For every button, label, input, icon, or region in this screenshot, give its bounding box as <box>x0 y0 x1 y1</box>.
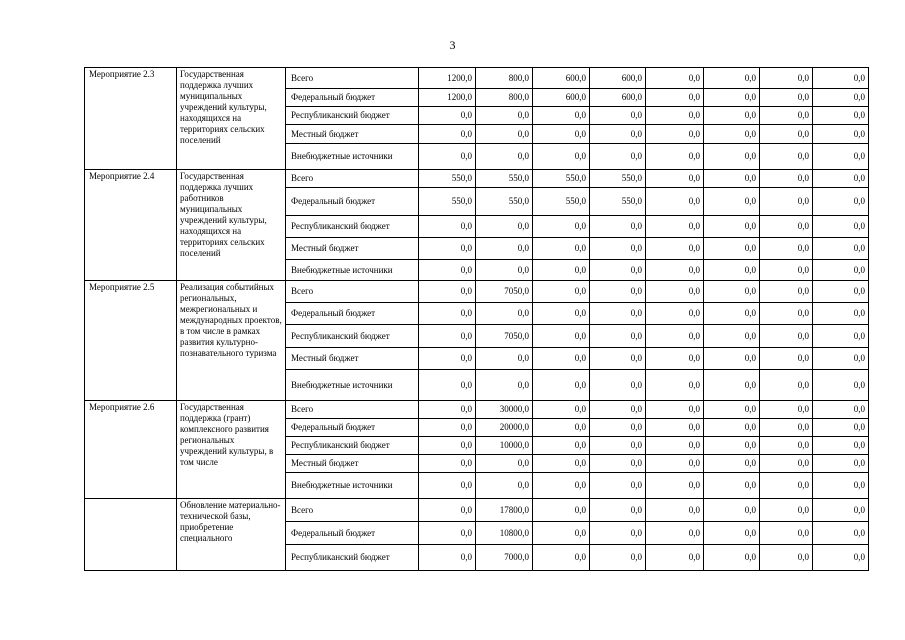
amount-cell: 0,0 <box>419 401 476 419</box>
amount-cell: 0,0 <box>704 144 760 170</box>
amount-cell: 0,0 <box>813 473 869 499</box>
amount-cell: 800,0 <box>476 89 533 107</box>
amount-cell: 0,0 <box>813 260 869 281</box>
measure-description: Государственная поддержка (грант) комплексного развития региональных учреждений культуры, в том числе <box>180 402 274 467</box>
amount-cell: 0,0 <box>813 238 869 260</box>
table-row <box>85 401 869 419</box>
amount-cell: 0,0 <box>760 144 813 170</box>
amount-cell: 0,0 <box>476 260 533 281</box>
amount-cell: 0,0 <box>813 303 869 325</box>
amount-cell: 0,0 <box>813 89 869 107</box>
amount-cell: 0,0 <box>533 473 590 499</box>
amount-cell: 0,0 <box>704 401 760 419</box>
amount-cell: 0,0 <box>646 238 704 260</box>
funding-source: Внебюджетные источники <box>286 144 419 170</box>
amount-cell: 0,0 <box>533 401 590 419</box>
amount-cell: 0,0 <box>419 522 476 545</box>
funding-source: Внебюджетные источники <box>286 370 419 401</box>
amount-cell: 800,0 <box>476 68 533 89</box>
amount-cell: 0,0 <box>419 419 476 437</box>
funding-source: Республиканский бюджет <box>286 437 419 455</box>
amount-cell: 0,0 <box>533 216 590 238</box>
amount-cell: 0,0 <box>704 107 760 125</box>
funding-source: Местный бюджет <box>286 125 419 144</box>
amount-cell: 0,0 <box>533 419 590 437</box>
amount-cell: 550,0 <box>533 170 590 188</box>
amount-cell: 0,0 <box>760 455 813 473</box>
amount-cell: 0,0 <box>646 473 704 499</box>
amount-cell: 0,0 <box>704 170 760 188</box>
amount-cell: 0,0 <box>419 216 476 238</box>
amount-cell: 0,0 <box>419 325 476 348</box>
amount-cell: 0,0 <box>419 499 476 522</box>
amount-cell: 30000,0 <box>476 401 533 419</box>
amount-cell: 0,0 <box>533 281 590 303</box>
amount-cell: 0,0 <box>476 473 533 499</box>
measure-description: Реализация событийных региональных, межрегиональных и международных проектов, в том числе в рамках развития культурно-познавательного туризма <box>180 282 282 358</box>
amount-cell: 1200,0 <box>419 68 476 89</box>
table-row <box>85 281 869 303</box>
funding-source: Федеральный бюджет <box>286 303 419 325</box>
amount-cell: 0,0 <box>646 370 704 401</box>
amount-cell: 0,0 <box>590 545 646 571</box>
amount-cell: 0,0 <box>590 419 646 437</box>
measure-description-cell <box>177 170 286 281</box>
funding-source: Республиканский бюджет <box>286 216 419 238</box>
table-row <box>85 499 869 522</box>
funding-source: Федеральный бюджет <box>286 522 419 545</box>
amount-cell: 0,0 <box>646 216 704 238</box>
amount-cell: 0,0 <box>533 348 590 370</box>
amount-cell: 550,0 <box>419 188 476 216</box>
amount-cell: 550,0 <box>476 170 533 188</box>
amount-cell: 0,0 <box>590 401 646 419</box>
amount-cell: 0,0 <box>760 545 813 571</box>
amount-cell: 0,0 <box>590 370 646 401</box>
amount-cell: 0,0 <box>704 188 760 216</box>
measure-description-cell <box>177 401 286 499</box>
amount-cell: 0,0 <box>590 499 646 522</box>
measure-description: Государственная поддержка лучших муниципальных учреждений культуры, находящихся на территориях сельских поселений <box>180 69 267 145</box>
amount-cell: 0,0 <box>533 499 590 522</box>
amount-cell: 0,0 <box>590 107 646 125</box>
amount-cell: 0,0 <box>760 68 813 89</box>
funding-source: Местный бюджет <box>286 238 419 260</box>
amount-cell: 0,0 <box>813 68 869 89</box>
amount-cell: 0,0 <box>760 437 813 455</box>
measure-description-cell <box>177 68 286 170</box>
amount-cell: 0,0 <box>419 473 476 499</box>
amount-cell: 0,0 <box>760 89 813 107</box>
amount-cell: 0,0 <box>813 348 869 370</box>
amount-cell: 0,0 <box>419 281 476 303</box>
amount-cell: 0,0 <box>813 216 869 238</box>
amount-cell: 0,0 <box>419 303 476 325</box>
amount-cell: 0,0 <box>760 125 813 144</box>
funding-source: Всего <box>286 401 419 419</box>
amount-cell: 0,0 <box>533 125 590 144</box>
amount-cell: 0,0 <box>533 260 590 281</box>
amount-cell: 0,0 <box>476 107 533 125</box>
amount-cell: 0,0 <box>476 348 533 370</box>
amount-cell: 0,0 <box>704 499 760 522</box>
funding-source: Республиканский бюджет <box>286 325 419 348</box>
amount-cell: 0,0 <box>476 216 533 238</box>
amount-cell: 0,0 <box>590 144 646 170</box>
amount-cell: 0,0 <box>813 401 869 419</box>
amount-cell: 0,0 <box>533 303 590 325</box>
funding-source: Всего <box>286 68 419 89</box>
amount-cell: 1200,0 <box>419 89 476 107</box>
amount-cell: 0,0 <box>760 188 813 216</box>
amount-cell: 0,0 <box>419 107 476 125</box>
amount-cell: 0,0 <box>760 170 813 188</box>
amount-cell: 0,0 <box>590 216 646 238</box>
funding-source: Республиканский бюджет <box>286 107 419 125</box>
amount-cell: 0,0 <box>533 437 590 455</box>
amount-cell: 0,0 <box>760 238 813 260</box>
amount-cell: 0,0 <box>760 473 813 499</box>
amount-cell: 0,0 <box>704 281 760 303</box>
measure-label: Мероприятие 2.5 <box>85 281 177 401</box>
amount-cell: 0,0 <box>476 144 533 170</box>
measure-description: Государственная поддержка лучших работников муниципальных учреждений культуры, находящихся на территориях сельских поселений <box>180 171 267 258</box>
amount-cell: 0,0 <box>813 325 869 348</box>
amount-cell: 0,0 <box>646 144 704 170</box>
amount-cell: 10800,0 <box>476 522 533 545</box>
amount-cell: 0,0 <box>646 437 704 455</box>
amount-cell: 0,0 <box>760 419 813 437</box>
table-row <box>85 170 869 188</box>
amount-cell: 0,0 <box>760 499 813 522</box>
measure-label: Мероприятие 2.6 <box>85 401 177 499</box>
amount-cell: 0,0 <box>813 419 869 437</box>
amount-cell: 0,0 <box>704 238 760 260</box>
amount-cell: 0,0 <box>646 125 704 144</box>
amount-cell: 0,0 <box>419 437 476 455</box>
amount-cell: 0,0 <box>646 545 704 571</box>
amount-cell: 600,0 <box>590 68 646 89</box>
amount-cell: 20000,0 <box>476 419 533 437</box>
table-row <box>85 68 869 89</box>
funding-source: Федеральный бюджет <box>286 188 419 216</box>
amount-cell: 10000,0 <box>476 437 533 455</box>
page-number: 3 <box>449 38 456 52</box>
measure-description-cell <box>177 281 286 401</box>
amount-cell: 0,0 <box>646 499 704 522</box>
amount-cell: 600,0 <box>590 89 646 107</box>
amount-cell: 0,0 <box>533 545 590 571</box>
amount-cell: 0,0 <box>419 125 476 144</box>
amount-cell: 0,0 <box>813 522 869 545</box>
amount-cell: 0,0 <box>813 545 869 571</box>
amount-cell: 0,0 <box>704 370 760 401</box>
amount-cell: 0,0 <box>590 522 646 545</box>
amount-cell: 0,0 <box>760 281 813 303</box>
measure-label: Мероприятие 2.4 <box>85 170 177 281</box>
amount-cell: 0,0 <box>419 370 476 401</box>
budget-table <box>84 67 869 571</box>
amount-cell: 0,0 <box>590 455 646 473</box>
amount-cell: 0,0 <box>646 281 704 303</box>
amount-cell: 0,0 <box>590 348 646 370</box>
amount-cell: 0,0 <box>760 325 813 348</box>
amount-cell: 0,0 <box>533 107 590 125</box>
amount-cell: 0,0 <box>704 260 760 281</box>
amount-cell: 0,0 <box>590 473 646 499</box>
table-body <box>85 68 869 571</box>
amount-cell: 0,0 <box>704 545 760 571</box>
amount-cell: 0,0 <box>646 89 704 107</box>
amount-cell: 0,0 <box>646 68 704 89</box>
amount-cell: 0,0 <box>590 303 646 325</box>
measure-description-cell <box>177 499 286 571</box>
amount-cell: 0,0 <box>704 89 760 107</box>
amount-cell: 600,0 <box>533 89 590 107</box>
amount-cell: 550,0 <box>533 188 590 216</box>
amount-cell: 7050,0 <box>476 325 533 348</box>
funding-source: Федеральный бюджет <box>286 419 419 437</box>
amount-cell: 0,0 <box>704 303 760 325</box>
amount-cell: 0,0 <box>646 107 704 125</box>
amount-cell: 0,0 <box>590 238 646 260</box>
amount-cell: 0,0 <box>646 325 704 348</box>
amount-cell: 0,0 <box>646 188 704 216</box>
amount-cell: 0,0 <box>476 125 533 144</box>
funding-source: Внебюджетные источники <box>286 473 419 499</box>
amount-cell: 600,0 <box>533 68 590 89</box>
amount-cell: 0,0 <box>760 216 813 238</box>
amount-cell: 0,0 <box>813 125 869 144</box>
amount-cell: 0,0 <box>704 473 760 499</box>
amount-cell: 0,0 <box>590 281 646 303</box>
measure-label: Мероприятие 2.3 <box>85 68 177 170</box>
amount-cell: 0,0 <box>476 455 533 473</box>
amount-cell: 550,0 <box>590 188 646 216</box>
amount-cell: 0,0 <box>419 348 476 370</box>
amount-cell: 0,0 <box>646 348 704 370</box>
amount-cell: 0,0 <box>646 170 704 188</box>
amount-cell: 17800,0 <box>476 499 533 522</box>
amount-cell: 0,0 <box>704 437 760 455</box>
amount-cell: 0,0 <box>419 545 476 571</box>
amount-cell: 0,0 <box>760 260 813 281</box>
amount-cell: 0,0 <box>704 216 760 238</box>
amount-cell: 0,0 <box>590 260 646 281</box>
amount-cell: 0,0 <box>646 401 704 419</box>
amount-cell: 0,0 <box>813 455 869 473</box>
funding-source: Всего <box>286 499 419 522</box>
funding-source: Местный бюджет <box>286 455 419 473</box>
amount-cell: 550,0 <box>590 170 646 188</box>
amount-cell: 7000,0 <box>476 545 533 571</box>
amount-cell: 0,0 <box>419 455 476 473</box>
amount-cell: 0,0 <box>813 499 869 522</box>
amount-cell: 550,0 <box>476 188 533 216</box>
amount-cell: 0,0 <box>704 419 760 437</box>
amount-cell: 0,0 <box>419 260 476 281</box>
amount-cell: 0,0 <box>533 370 590 401</box>
amount-cell: 0,0 <box>646 522 704 545</box>
amount-cell: 0,0 <box>813 144 869 170</box>
amount-cell: 0,0 <box>419 144 476 170</box>
amount-cell: 0,0 <box>760 370 813 401</box>
amount-cell: 0,0 <box>533 455 590 473</box>
funding-source: Всего <box>286 170 419 188</box>
amount-cell: 0,0 <box>704 68 760 89</box>
funding-source: Всего <box>286 281 419 303</box>
amount-cell: 0,0 <box>533 325 590 348</box>
amount-cell: 0,0 <box>704 522 760 545</box>
funding-source: Местный бюджет <box>286 348 419 370</box>
amount-cell: 0,0 <box>476 303 533 325</box>
amount-cell: 0,0 <box>760 401 813 419</box>
amount-cell: 0,0 <box>813 281 869 303</box>
amount-cell: 0,0 <box>813 188 869 216</box>
amount-cell: 0,0 <box>533 522 590 545</box>
amount-cell: 7050,0 <box>476 281 533 303</box>
amount-cell: 0,0 <box>704 455 760 473</box>
amount-cell: 0,0 <box>813 170 869 188</box>
amount-cell: 0,0 <box>590 125 646 144</box>
measure-label <box>85 499 177 571</box>
measure-description: Обновление материально-технической базы, приобретение специального <box>180 500 281 543</box>
amount-cell: 0,0 <box>533 144 590 170</box>
amount-cell: 0,0 <box>476 370 533 401</box>
amount-cell: 0,0 <box>704 125 760 144</box>
amount-cell: 0,0 <box>704 325 760 348</box>
amount-cell: 0,0 <box>476 238 533 260</box>
amount-cell: 0,0 <box>813 370 869 401</box>
amount-cell: 0,0 <box>590 437 646 455</box>
amount-cell: 0,0 <box>813 107 869 125</box>
amount-cell: 550,0 <box>419 170 476 188</box>
amount-cell: 0,0 <box>813 437 869 455</box>
amount-cell: 0,0 <box>760 107 813 125</box>
amount-cell: 0,0 <box>646 419 704 437</box>
amount-cell: 0,0 <box>590 325 646 348</box>
amount-cell: 0,0 <box>419 238 476 260</box>
funding-source: Республиканский бюджет <box>286 545 419 571</box>
funding-source: Внебюджетные источники <box>286 260 419 281</box>
amount-cell: 0,0 <box>704 348 760 370</box>
amount-cell: 0,0 <box>533 238 590 260</box>
amount-cell: 0,0 <box>646 303 704 325</box>
amount-cell: 0,0 <box>760 522 813 545</box>
amount-cell: 0,0 <box>646 455 704 473</box>
amount-cell: 0,0 <box>760 303 813 325</box>
amount-cell: 0,0 <box>646 260 704 281</box>
amount-cell: 0,0 <box>760 348 813 370</box>
funding-source: Федеральный бюджет <box>286 89 419 107</box>
